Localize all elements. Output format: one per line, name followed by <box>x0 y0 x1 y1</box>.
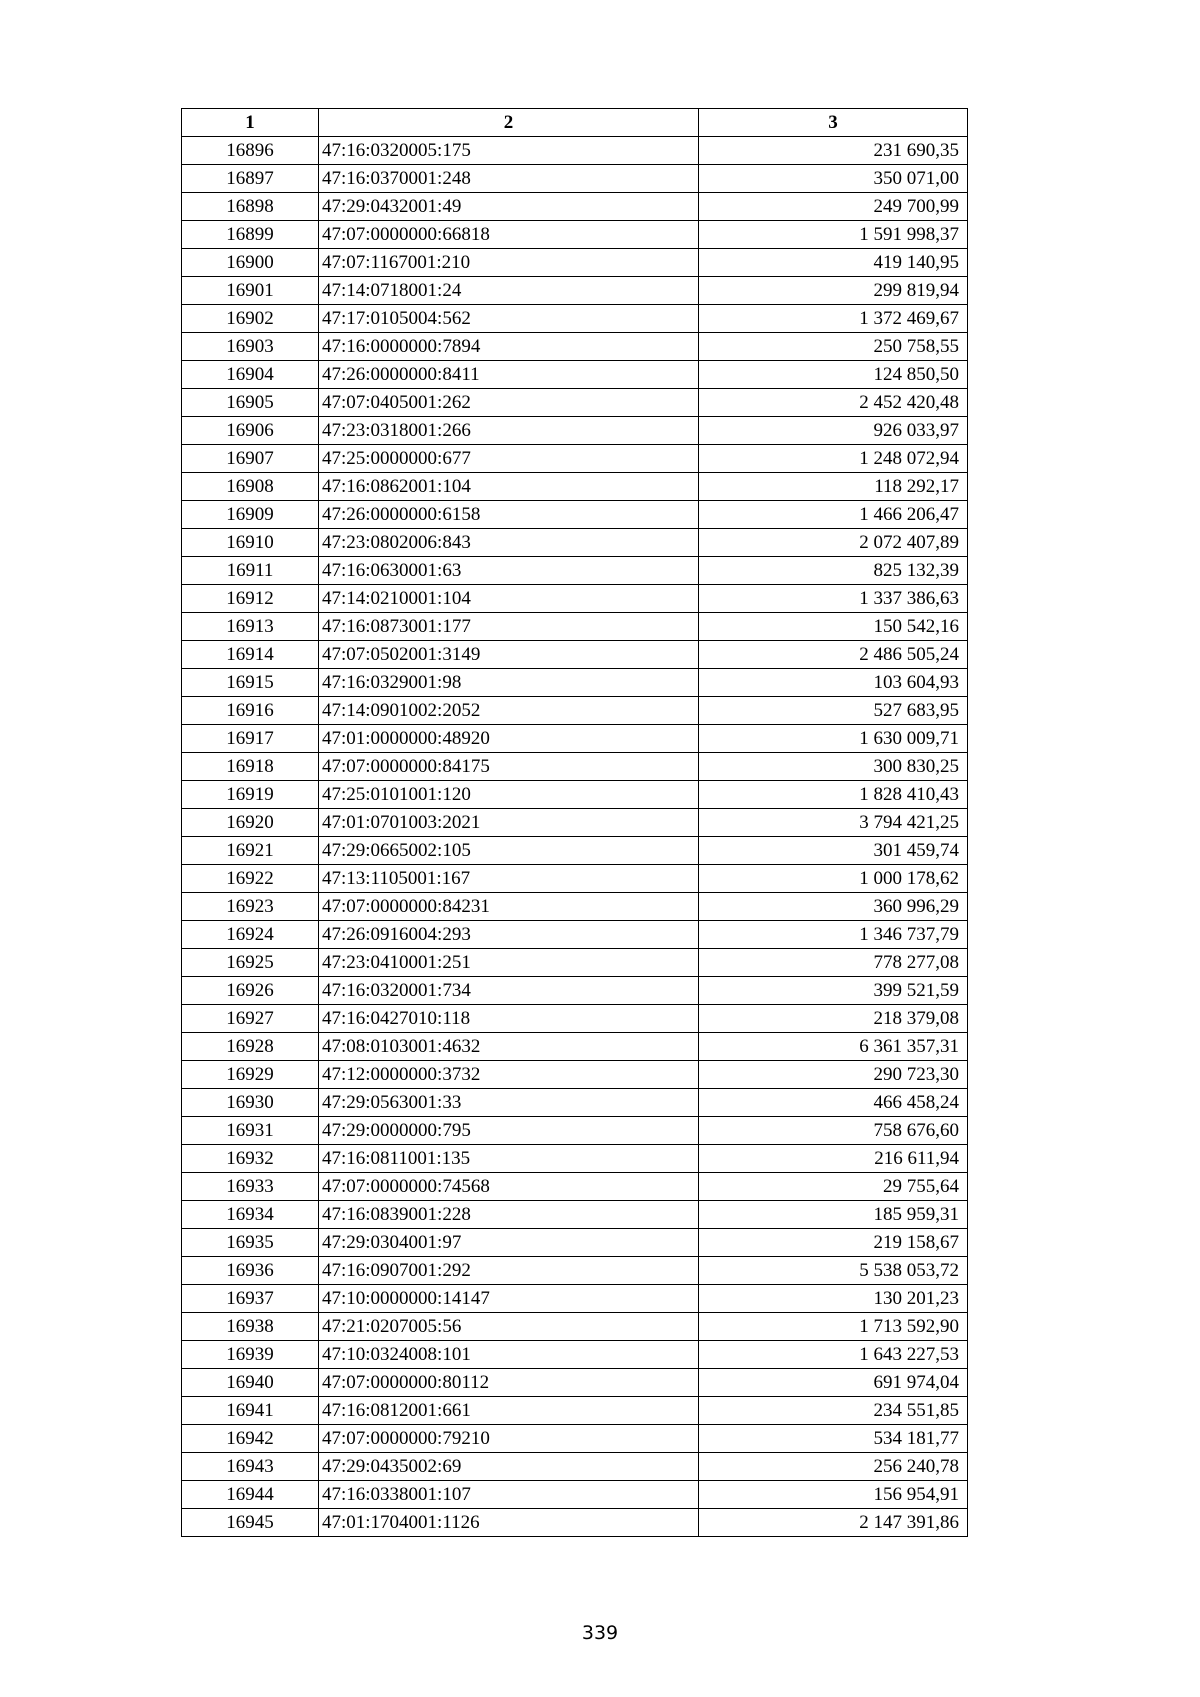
value-cell: 300 830,25 <box>699 753 968 781</box>
cadastral-number-cell: 47:16:0338001:107 <box>319 1481 699 1509</box>
cadastral-number-cell: 47:29:0563001:33 <box>319 1089 699 1117</box>
cadastral-number-cell: 47:17:0105004:562 <box>319 305 699 333</box>
value-cell: 185 959,31 <box>699 1201 968 1229</box>
row-index-cell: 16945 <box>182 1509 319 1537</box>
table-row <box>182 1257 968 1285</box>
cadastral-number-cell: 47:29:0432001:49 <box>319 193 699 221</box>
value-cell: 466 458,24 <box>699 1089 968 1117</box>
row-index-cell: 16909 <box>182 501 319 529</box>
row-index-cell: 16938 <box>182 1313 319 1341</box>
cadastral-number-cell: 47:23:0318001:266 <box>319 417 699 445</box>
value-cell: 360 996,29 <box>699 893 968 921</box>
cadastral-number-cell: 47:21:0207005:56 <box>319 1313 699 1341</box>
value-cell: 1 713 592,90 <box>699 1313 968 1341</box>
table-row <box>182 669 968 697</box>
cadastral-number-cell: 47:07:0000000:84175 <box>319 753 699 781</box>
value-cell: 527 683,95 <box>699 697 968 725</box>
cadastral-number-cell: 47:16:0907001:292 <box>319 1257 699 1285</box>
table-row <box>182 949 968 977</box>
row-index-cell: 16924 <box>182 921 319 949</box>
value-cell: 778 277,08 <box>699 949 968 977</box>
row-index-cell: 16897 <box>182 165 319 193</box>
row-index-cell: 16907 <box>182 445 319 473</box>
table-row <box>182 1229 968 1257</box>
value-cell: 219 158,67 <box>699 1229 968 1257</box>
row-index-cell: 16919 <box>182 781 319 809</box>
table-row <box>182 1453 968 1481</box>
value-cell: 3 794 421,25 <box>699 809 968 837</box>
table-row <box>182 1369 968 1397</box>
value-cell: 301 459,74 <box>699 837 968 865</box>
cadastral-number-cell: 47:07:0405001:262 <box>319 389 699 417</box>
row-index-cell: 16911 <box>182 557 319 585</box>
table-row <box>182 1117 968 1145</box>
row-index-cell: 16936 <box>182 1257 319 1285</box>
table-row <box>182 781 968 809</box>
value-cell: 256 240,78 <box>699 1453 968 1481</box>
value-cell: 1 337 386,63 <box>699 585 968 613</box>
value-cell: 691 974,04 <box>699 1369 968 1397</box>
table-row <box>182 1061 968 1089</box>
value-cell: 825 132,39 <box>699 557 968 585</box>
value-cell: 124 850,50 <box>699 361 968 389</box>
row-index-cell: 16900 <box>182 249 319 277</box>
cadastral-number-cell: 47:26:0000000:8411 <box>319 361 699 389</box>
row-index-cell: 16912 <box>182 585 319 613</box>
table-row <box>182 389 968 417</box>
row-index-cell: 16921 <box>182 837 319 865</box>
cadastral-number-cell: 47:26:0000000:6158 <box>319 501 699 529</box>
row-index-cell: 16923 <box>182 893 319 921</box>
row-index-cell: 16920 <box>182 809 319 837</box>
cadastral-number-cell: 47:16:0839001:228 <box>319 1201 699 1229</box>
value-cell: 1 000 178,62 <box>699 865 968 893</box>
row-index-cell: 16937 <box>182 1285 319 1313</box>
table-row <box>182 417 968 445</box>
table-header-row <box>182 109 968 137</box>
table-row <box>182 1145 968 1173</box>
cadastral-number-cell: 47:10:0000000:14147 <box>319 1285 699 1313</box>
cadastral-number-cell: 47:07:0000000:74568 <box>319 1173 699 1201</box>
cadastral-number-cell: 47:26:0916004:293 <box>319 921 699 949</box>
table-row <box>182 305 968 333</box>
table-row <box>182 1033 968 1061</box>
value-cell: 1 630 009,71 <box>699 725 968 753</box>
table-row <box>182 165 968 193</box>
row-index-cell: 16918 <box>182 753 319 781</box>
row-index-cell: 16910 <box>182 529 319 557</box>
cadastral-number-cell: 47:16:0873001:177 <box>319 613 699 641</box>
cadastral-number-cell: 47:16:0329001:98 <box>319 669 699 697</box>
value-cell: 231 690,35 <box>699 137 968 165</box>
value-cell: 290 723,30 <box>699 1061 968 1089</box>
table-row <box>182 557 968 585</box>
value-cell: 1 591 998,37 <box>699 221 968 249</box>
row-index-cell: 16914 <box>182 641 319 669</box>
table-row <box>182 1173 968 1201</box>
table-row <box>182 1201 968 1229</box>
row-index-cell: 16944 <box>182 1481 319 1509</box>
row-index-cell: 16939 <box>182 1341 319 1369</box>
table-row <box>182 893 968 921</box>
table-row <box>182 473 968 501</box>
row-index-cell: 16925 <box>182 949 319 977</box>
row-index-cell: 16932 <box>182 1145 319 1173</box>
table-row <box>182 1005 968 1033</box>
table-row <box>182 1481 968 1509</box>
page-number: 339 <box>581 1622 619 1644</box>
value-cell: 1 828 410,43 <box>699 781 968 809</box>
table-row <box>182 1089 968 1117</box>
table-row <box>182 641 968 669</box>
cadastral-number-cell: 47:12:0000000:3732 <box>319 1061 699 1089</box>
cadastral-number-cell: 47:01:0000000:48920 <box>319 725 699 753</box>
cadastral-number-cell: 47:29:0435002:69 <box>319 1453 699 1481</box>
row-index-cell: 16902 <box>182 305 319 333</box>
row-index-cell: 16926 <box>182 977 319 1005</box>
cadastral-number-cell: 47:16:0630001:63 <box>319 557 699 585</box>
table-row <box>182 837 968 865</box>
row-index-cell: 16941 <box>182 1397 319 1425</box>
row-index-cell: 16917 <box>182 725 319 753</box>
table-row <box>182 809 968 837</box>
row-index-cell: 16935 <box>182 1229 319 1257</box>
value-cell: 758 676,60 <box>699 1117 968 1145</box>
value-cell: 1 248 072,94 <box>699 445 968 473</box>
cadastral-number-cell: 47:16:0427010:118 <box>319 1005 699 1033</box>
table-row <box>182 361 968 389</box>
value-cell: 2 072 407,89 <box>699 529 968 557</box>
cadastral-number-cell: 47:16:0320005:175 <box>319 137 699 165</box>
table-row <box>182 333 968 361</box>
cadastral-number-cell: 47:16:0811001:135 <box>319 1145 699 1173</box>
table-row <box>182 221 968 249</box>
row-index-cell: 16927 <box>182 1005 319 1033</box>
table-row <box>182 445 968 473</box>
cadastral-number-cell: 47:23:0410001:251 <box>319 949 699 977</box>
row-index-cell: 16942 <box>182 1425 319 1453</box>
cadastral-number-cell: 47:16:0862001:104 <box>319 473 699 501</box>
column-header-cadastral-number: 2 <box>319 109 699 137</box>
table-row <box>182 977 968 1005</box>
cadastral-number-cell: 47:07:0000000:66818 <box>319 221 699 249</box>
row-index-cell: 16898 <box>182 193 319 221</box>
row-index-cell: 16930 <box>182 1089 319 1117</box>
row-index-cell: 16906 <box>182 417 319 445</box>
cadastral-number-cell: 47:10:0324008:101 <box>319 1341 699 1369</box>
value-cell: 399 521,59 <box>699 977 968 1005</box>
value-cell: 29 755,64 <box>699 1173 968 1201</box>
row-index-cell: 16931 <box>182 1117 319 1145</box>
value-cell: 118 292,17 <box>699 473 968 501</box>
table-row <box>182 193 968 221</box>
table-row <box>182 249 968 277</box>
table-row <box>182 613 968 641</box>
value-cell: 926 033,97 <box>699 417 968 445</box>
cadastral-number-cell: 47:23:0802006:843 <box>319 529 699 557</box>
table-row <box>182 137 968 165</box>
value-cell: 250 758,55 <box>699 333 968 361</box>
value-cell: 299 819,94 <box>699 277 968 305</box>
value-cell: 234 551,85 <box>699 1397 968 1425</box>
value-cell: 6 361 357,31 <box>699 1033 968 1061</box>
cadastral-number-cell: 47:14:0718001:24 <box>319 277 699 305</box>
value-cell: 103 604,93 <box>699 669 968 697</box>
row-index-cell: 16903 <box>182 333 319 361</box>
cadastral-number-cell: 47:29:0665002:105 <box>319 837 699 865</box>
value-cell: 2 486 505,24 <box>699 641 968 669</box>
value-cell: 1 346 737,79 <box>699 921 968 949</box>
cadastral-number-cell: 47:29:0000000:795 <box>319 1117 699 1145</box>
cadastral-number-cell: 47:14:0210001:104 <box>319 585 699 613</box>
table-row <box>182 277 968 305</box>
cadastral-number-cell: 47:25:0000000:677 <box>319 445 699 473</box>
value-cell: 1 643 227,53 <box>699 1341 968 1369</box>
cadastral-number-cell: 47:13:1105001:167 <box>319 865 699 893</box>
value-cell: 534 181,77 <box>699 1425 968 1453</box>
table-row <box>182 697 968 725</box>
table-body <box>182 137 968 1537</box>
cadastral-number-cell: 47:29:0304001:97 <box>319 1229 699 1257</box>
cadastral-number-cell: 47:16:0320001:734 <box>319 977 699 1005</box>
row-index-cell: 16901 <box>182 277 319 305</box>
table-row <box>182 501 968 529</box>
value-cell: 1 372 469,67 <box>699 305 968 333</box>
value-cell: 2 452 420,48 <box>699 389 968 417</box>
value-cell: 216 611,94 <box>699 1145 968 1173</box>
row-index-cell: 16928 <box>182 1033 319 1061</box>
table-row <box>182 585 968 613</box>
value-cell: 150 542,16 <box>699 613 968 641</box>
row-index-cell: 16934 <box>182 1201 319 1229</box>
value-cell: 1 466 206,47 <box>699 501 968 529</box>
table-row <box>182 1509 968 1537</box>
table-row <box>182 725 968 753</box>
table-row <box>182 865 968 893</box>
row-index-cell: 16899 <box>182 221 319 249</box>
cadastral-number-cell: 47:07:0000000:79210 <box>319 1425 699 1453</box>
row-index-cell: 16915 <box>182 669 319 697</box>
row-index-cell: 16933 <box>182 1173 319 1201</box>
row-index-cell: 16940 <box>182 1369 319 1397</box>
value-cell: 5 538 053,72 <box>699 1257 968 1285</box>
value-cell: 2 147 391,86 <box>699 1509 968 1537</box>
table-row <box>182 921 968 949</box>
table-row <box>182 1313 968 1341</box>
data-table <box>181 108 968 1537</box>
table-row <box>182 1341 968 1369</box>
row-index-cell: 16922 <box>182 865 319 893</box>
table-row <box>182 753 968 781</box>
cadastral-number-cell: 47:16:0000000:7894 <box>319 333 699 361</box>
value-cell: 350 071,00 <box>699 165 968 193</box>
value-cell: 218 379,08 <box>699 1005 968 1033</box>
row-index-cell: 16905 <box>182 389 319 417</box>
cadastral-number-cell: 47:01:1704001:1126 <box>319 1509 699 1537</box>
cadastral-number-cell: 47:16:0812001:661 <box>319 1397 699 1425</box>
row-index-cell: 16908 <box>182 473 319 501</box>
cadastral-number-cell: 47:07:0000000:80112 <box>319 1369 699 1397</box>
table-row <box>182 1425 968 1453</box>
column-header-value: 3 <box>699 109 968 137</box>
table-row <box>182 1397 968 1425</box>
value-cell: 249 700,99 <box>699 193 968 221</box>
cadastral-number-cell: 47:07:0000000:84231 <box>319 893 699 921</box>
cadastral-number-cell: 47:16:0370001:248 <box>319 165 699 193</box>
cadastral-number-cell: 47:25:0101001:120 <box>319 781 699 809</box>
row-index-cell: 16896 <box>182 137 319 165</box>
column-header-index: 1 <box>182 109 319 137</box>
value-cell: 130 201,23 <box>699 1285 968 1313</box>
row-index-cell: 16904 <box>182 361 319 389</box>
value-cell: 156 954,91 <box>699 1481 968 1509</box>
table-row <box>182 1285 968 1313</box>
cadastral-number-cell: 47:14:0901002:2052 <box>319 697 699 725</box>
row-index-cell: 16913 <box>182 613 319 641</box>
cadastral-number-cell: 47:07:0502001:3149 <box>319 641 699 669</box>
cadastral-number-cell: 47:01:0701003:2021 <box>319 809 699 837</box>
row-index-cell: 16929 <box>182 1061 319 1089</box>
table-row <box>182 529 968 557</box>
row-index-cell: 16943 <box>182 1453 319 1481</box>
cadastral-number-cell: 47:08:0103001:4632 <box>319 1033 699 1061</box>
row-index-cell: 16916 <box>182 697 319 725</box>
cadastral-number-cell: 47:07:1167001:210 <box>319 249 699 277</box>
value-cell: 419 140,95 <box>699 249 968 277</box>
